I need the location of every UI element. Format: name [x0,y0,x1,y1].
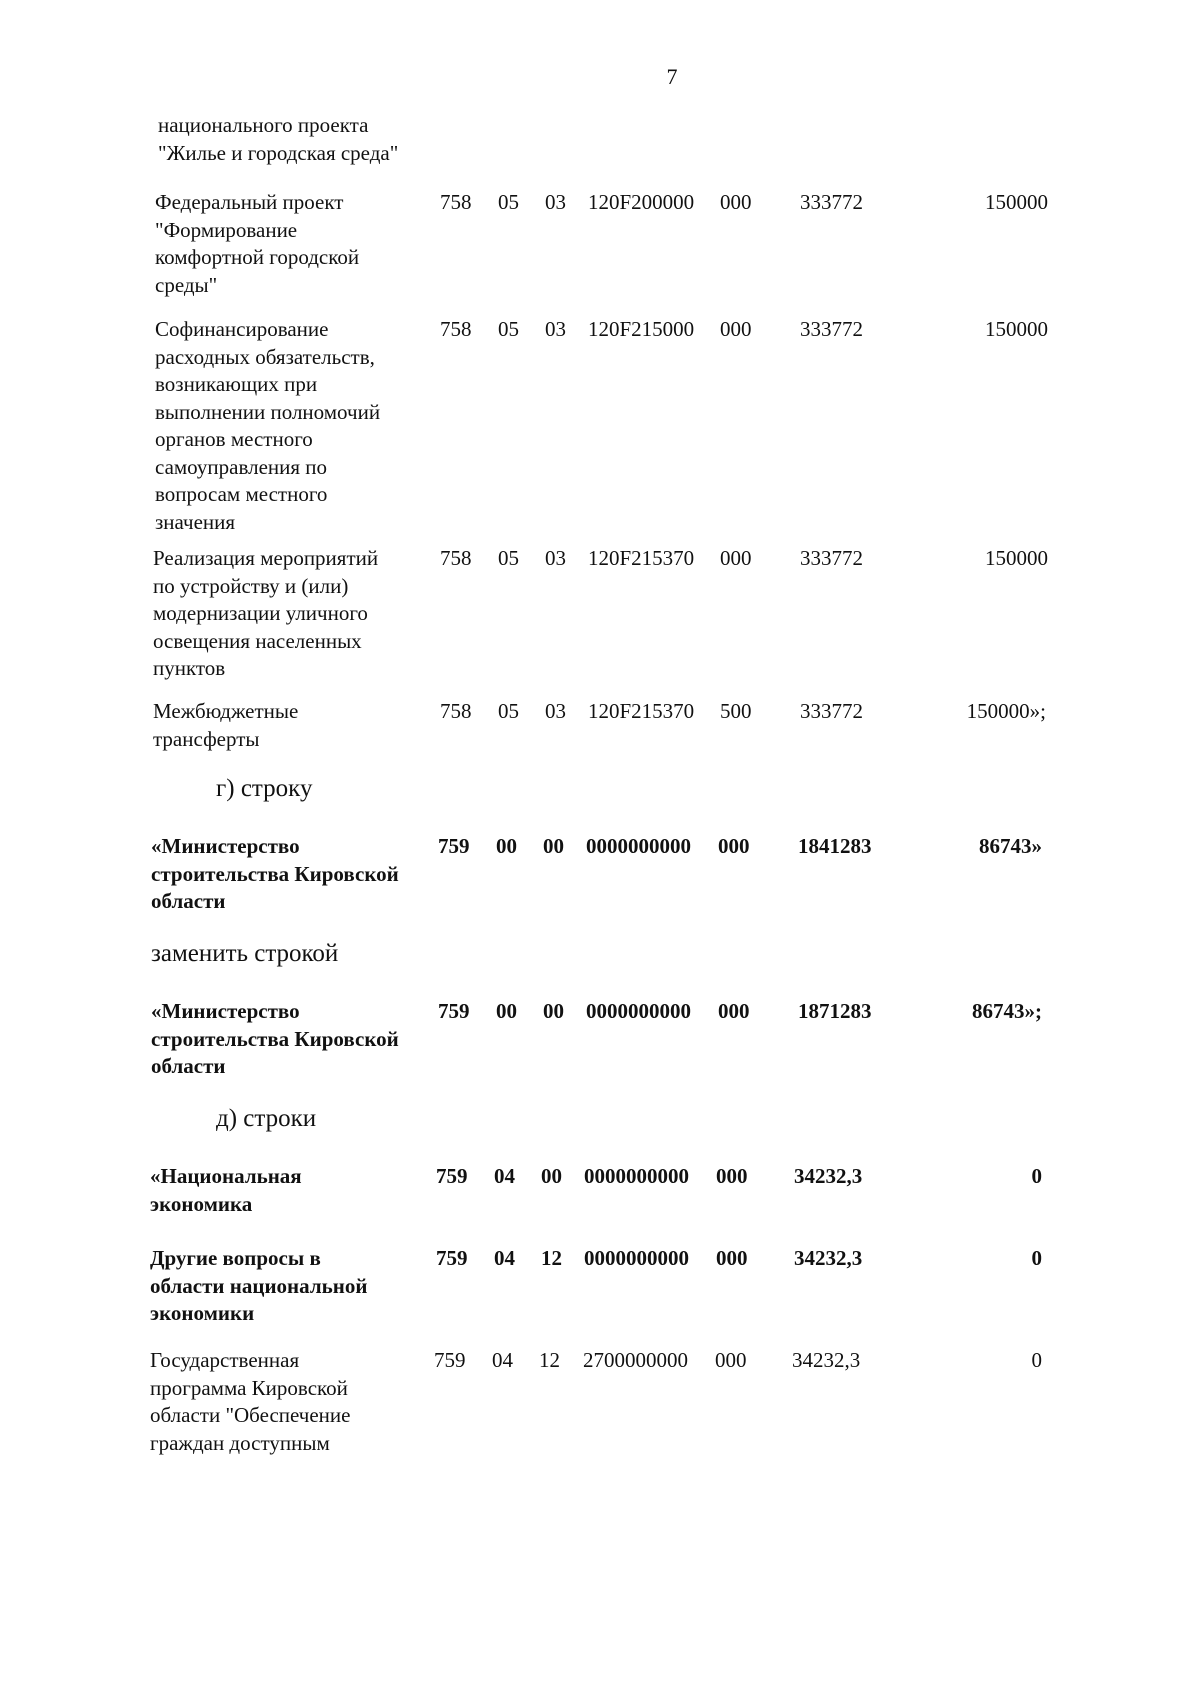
row-name-line: "Жилье и городская среда" [158,140,399,165]
section-heading: г) строку [216,775,313,802]
cell-amount-federal: 150000 [985,190,1048,214]
row-name-line: возникающих при [155,372,318,396]
row-name [150,1347,350,1457]
cell-expense-type-code: 000 [718,999,750,1023]
row-name-line: освещения населенных [153,628,362,653]
cell-amount-federal: 150000 [985,546,1048,570]
row-name-line: экономика [150,1191,253,1216]
row-name-line: среды" [155,272,218,297]
row-name [155,316,380,536]
cell-chapter-code: 759 [438,999,470,1023]
cell-amount-2020: 34232,3 [794,1164,863,1188]
row-name-line: строительства Кировской [151,1026,399,1051]
cell-section-code: 04 [492,1348,513,1372]
cell-section-code: 04 [494,1164,515,1188]
cell-subsection-code: 03 [545,317,566,341]
cell-subsection-code: 03 [545,190,566,214]
row-name-line: выполнении полномочий [155,399,381,424]
cell-target-article-code: 0000000000 [586,834,691,858]
cell-chapter-code: 758 [440,699,472,723]
row-name-line: расходных обязательств, [155,344,375,369]
row-name-line: Федеральный проект [155,190,344,214]
cell-amount-federal: 86743» [979,834,1042,858]
row-name [158,112,398,167]
cell-chapter-code: 758 [440,317,472,341]
row-name [151,998,399,1081]
cell-subsection-code: 00 [543,834,564,858]
cell-chapter-code: 759 [436,1164,468,1188]
cell-subsection-code: 12 [539,1348,560,1372]
cell-amount-2020: 333772 [800,546,863,570]
row-name-line: строительства Кировской [151,861,399,886]
row-name-line: Государственная [150,1348,300,1372]
row-name-line: Реализация мероприятий [153,546,379,570]
cell-section-code: 04 [494,1246,515,1270]
row-name-line: области "Обеспечение [150,1403,351,1427]
cell-target-article-code: 120F200000 [588,190,695,214]
section-heading: д) строки [216,1105,317,1132]
row-name-line: вопросам местного [155,482,328,506]
cell-expense-type-code: 000 [716,1164,748,1188]
cell-target-article-code: 0000000000 [586,999,691,1023]
cell-subsection-code: 03 [545,546,566,570]
cell-chapter-code: 759 [434,1348,466,1372]
row-name-line: Софинансирование [155,317,329,341]
row-name-line: Другие вопросы в [150,1246,321,1270]
cell-amount-2020: 34232,3 [794,1246,863,1270]
cell-amount-federal: 150000 [985,317,1048,341]
row-name-line: Межбюджетные [153,699,299,723]
row-name-line: трансферты [153,726,260,751]
row-name [151,833,399,916]
cell-subsection-code: 00 [541,1164,562,1188]
cell-target-article-code: 120F215370 [588,699,695,723]
row-name-line: "Формирование [155,217,298,242]
cell-amount-federal: 86743»; [972,999,1042,1023]
cell-expense-type-code: 000 [715,1348,747,1372]
cell-amount-2020: 333772 [800,190,863,214]
row-name-line: по устройству и (или) [153,573,349,598]
row-name-line: области [151,1054,226,1078]
cell-chapter-code: 758 [440,190,472,214]
row-name [150,1163,302,1218]
row-name-line: области национальной [150,1273,368,1298]
cell-section-code: 00 [496,999,517,1023]
row-name-line: самоуправления по [155,454,328,479]
cell-section-code: 05 [498,317,519,341]
cell-target-article-code: 0000000000 [584,1164,689,1188]
cell-section-code: 05 [498,546,519,570]
cell-subsection-code: 00 [543,999,564,1023]
cell-amount-2020: 34232,3 [792,1348,861,1372]
cell-amount-federal: 0 [1031,1348,1042,1372]
row-name-line: органов местного [155,427,313,451]
row-name-line: «Национальная [150,1164,302,1188]
section-heading: заменить строкой [151,940,339,967]
row-name-line: комфортной городской [155,245,360,269]
row-name-line: «Министерство [151,834,300,858]
cell-amount-2020: 333772 [800,317,863,341]
cell-expense-type-code: 000 [720,317,752,341]
cell-expense-type-code: 500 [720,699,752,723]
cell-target-article-code: 2700000000 [583,1348,688,1372]
page-number: 7 [666,64,678,89]
row-name-line: программа Кировской [150,1375,348,1400]
row-name-line: граждан доступным [150,1430,330,1455]
row-name [153,698,298,753]
cell-section-code: 00 [496,834,517,858]
cell-amount-federal: 0 [1031,1246,1042,1270]
row-name [150,1245,367,1328]
row-name-line: «Министерство [151,999,300,1023]
row-name-line: экономики [150,1301,255,1325]
cell-subsection-code: 03 [545,699,566,723]
cell-section-code: 05 [498,699,519,723]
row-name-line: значения [155,509,236,534]
row-name-line: пунктов [153,656,226,680]
cell-expense-type-code: 000 [718,834,750,858]
cell-amount-federal: 0 [1031,1164,1042,1188]
row-name-line: национального проекта [158,113,369,137]
cell-amount-2020: 1841283 [798,834,872,858]
cell-amount-2020: 333772 [800,699,863,723]
cell-expense-type-code: 000 [716,1246,748,1270]
cell-expense-type-code: 000 [720,546,752,570]
cell-target-article-code: 120F215000 [588,317,695,341]
cell-amount-federal: 150000»; [966,699,1046,723]
cell-chapter-code: 759 [438,834,470,858]
cell-amount-2020: 1871283 [798,999,872,1023]
cell-expense-type-code: 000 [720,190,752,214]
cell-subsection-code: 12 [541,1246,562,1270]
cell-target-article-code: 0000000000 [584,1246,689,1270]
row-name [153,545,378,683]
cell-section-code: 05 [498,190,519,214]
cell-chapter-code: 759 [436,1246,468,1270]
cell-chapter-code: 758 [440,546,472,570]
row-name [155,189,359,299]
row-name-line: модернизации уличного [153,601,368,625]
cell-target-article-code: 120F215370 [588,546,695,570]
row-name-line: области [151,889,226,913]
